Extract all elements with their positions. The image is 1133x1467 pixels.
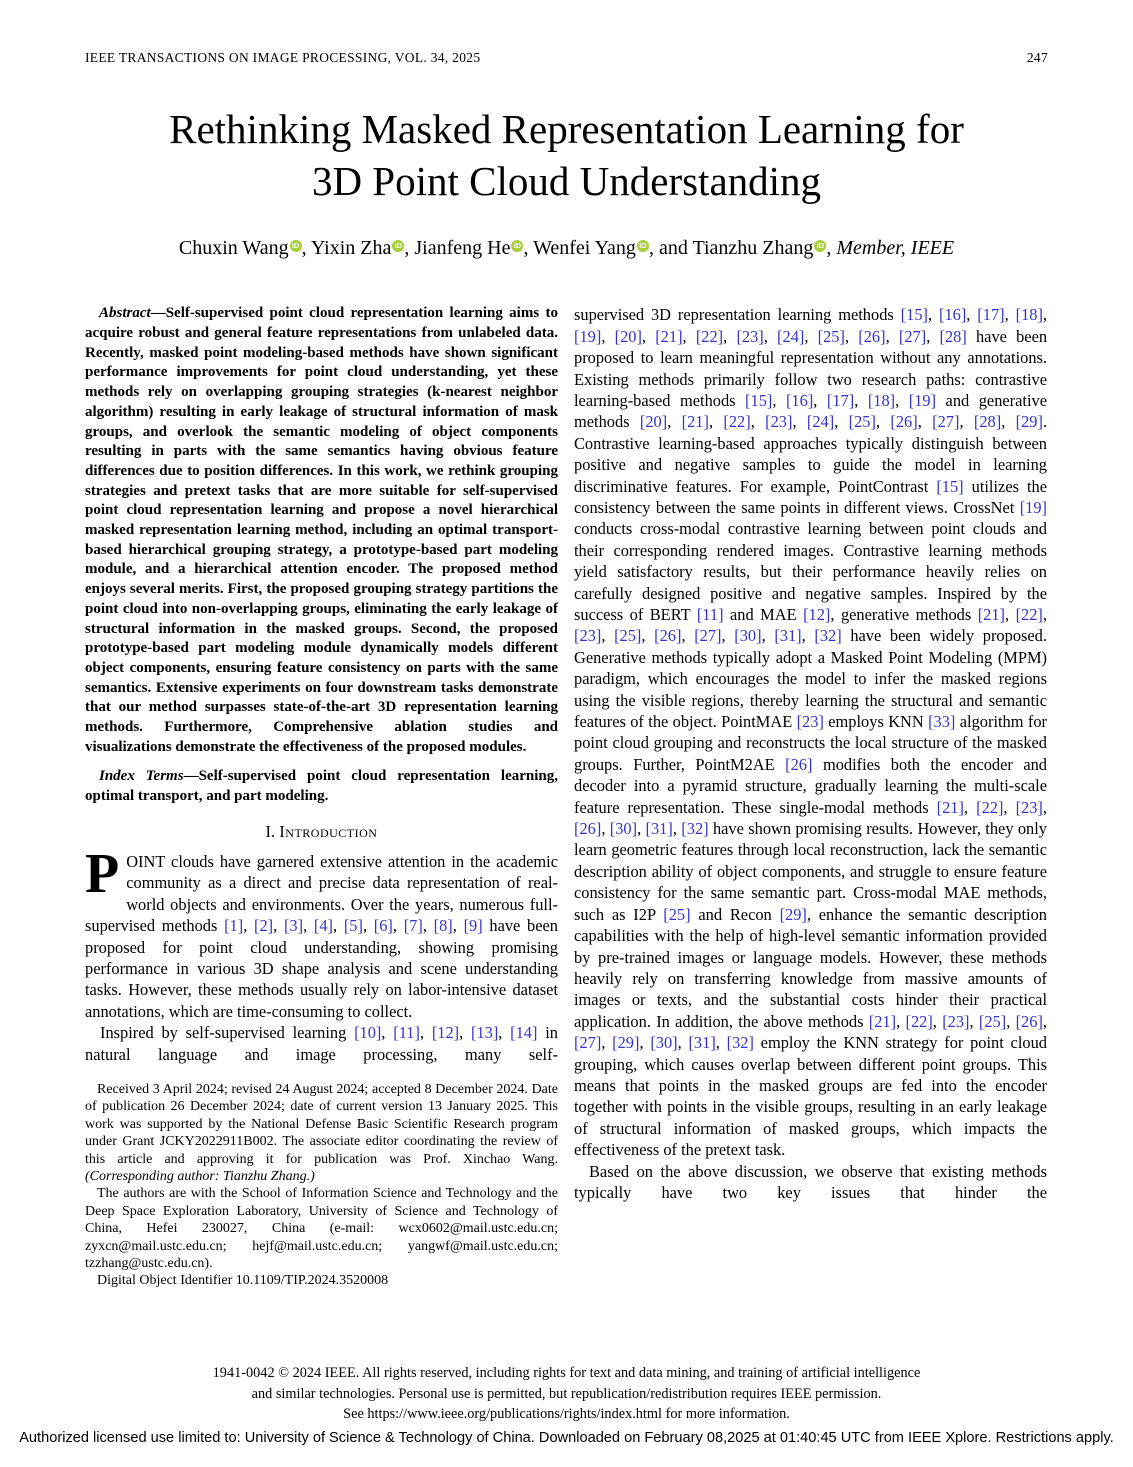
index-terms-dash: — <box>183 768 199 785</box>
citation-link[interactable]: [19] <box>1019 497 1047 517</box>
citation-link[interactable]: [26] <box>785 754 813 774</box>
citation-link[interactable]: [25] <box>817 326 845 346</box>
citation-link[interactable]: [19] <box>574 326 602 346</box>
abstract-text: Self-supervised point cloud representation learning aims to acquire robust and general feature representations from unlabeled data. Recently, masked point modeling-based methods have shown significant performance improvements for point cloud understanding, yet these methods rely on overlapping grouping strategies (k-nearest neighbor algorithm) resulting in early leakage of structural information of mask groups, and overlook the semantic modeling of object components resulting in parts with the same semantics having obvious feature differences due to position differences. In this work, we rethink grouping strategies and pretext tasks that are more suitable for self-supervised point cloud representation learning and propose a novel hierarchical masked representation learning method, including an optimal transport-based hierarchical grouping strategy, a prototype-based part modeling module, and a hierarchical attention encoder. The proposed method enjoys several merits. First, the proposed grouping strategy partitions the point cloud into non-overlapping groups, eliminating the early leakage of structural information in the masked groups. Second, the proposed prototype-based part modeling module dynamically models different object components, ensuring feature consistency on parts with the same semantics. Extensive experiments on four downstream tasks demonstrate that our method surpasses state-of-the-art 3D representation learning methods. Furthermore, Comprehensive ablation studies and visualizations demonstrate the effectiveness of the proposed modules. <box>85 305 558 755</box>
citation-link[interactable]: [28] <box>973 412 1002 432</box>
citation-link[interactable]: [11] <box>696 605 724 624</box>
citation-link[interactable]: [27] <box>932 412 960 432</box>
citation-link[interactable]: [31] <box>645 819 673 839</box>
citation-link[interactable]: [27] <box>898 326 927 346</box>
citation-link[interactable]: [7] <box>403 916 423 936</box>
orcid-icon[interactable]: iD <box>511 240 523 252</box>
journal-name: IEEE TRANSACTIONS ON IMAGE PROCESSING, VOL. 34, 2025 <box>85 50 481 65</box>
abstract-paragraph <box>85 304 558 757</box>
citation-link[interactable]: [18] <box>867 390 896 410</box>
corresponding-author-note: (Corresponding author: Tianzhu Zhang.) <box>85 1168 315 1184</box>
author-line <box>85 237 1048 260</box>
orcid-icon[interactable]: iD <box>814 240 826 252</box>
citation-link[interactable]: [19] <box>908 390 937 410</box>
orcid-icon[interactable]: iD <box>392 240 404 252</box>
citation-link[interactable]: [29] <box>612 1033 640 1053</box>
intro-paragraph-1-text: OINT clouds have garnered extensive attention in the academic community as a direct and precise data representation of real-world objects and environments. Over the years, numerous full-supervised methods [1], [2], [3], [4], [5], [6], [7], [8], [9] have been proposed for point cloud understanding, showing promising performance in various 3D shape analysis and scene understanding tasks. However, these methods usually rely on labor-intensive dataset annotations, which are time-consuming to collect. <box>85 851 558 1021</box>
citation-link[interactable]: [25] <box>663 904 691 924</box>
left-column <box>85 304 558 1290</box>
copyright-line-3: See https://www.ieee.org/publications/rights/index.html for more information. <box>343 1406 790 1422</box>
citation-link[interactable]: [23] <box>736 326 764 346</box>
citation-link[interactable]: [18] <box>1015 305 1043 325</box>
xplore-download-stamp: Authorized licensed use limited to: University of Science & Technology of China. Downloaded on February 08,2025 at 01:40:45 UTC from IEEE Xplore. Restrictions apply. <box>19 1429 1114 1446</box>
citation-link[interactable]: [32] <box>726 1033 754 1053</box>
citation-link[interactable]: [30] <box>650 1033 678 1053</box>
citation-link[interactable]: [16] <box>785 390 814 410</box>
citation-link[interactable]: [20] <box>614 326 642 346</box>
author-separator: , and <box>648 237 693 260</box>
citation-link[interactable]: [23] <box>1015 797 1043 817</box>
author-membership: Member, IEEE <box>836 237 955 260</box>
citation-link[interactable]: [22] <box>695 326 724 346</box>
citation-link[interactable]: [26] <box>654 626 682 646</box>
citation-link[interactable]: [21] <box>977 605 1005 624</box>
orcid-icon[interactable]: iD <box>637 240 649 252</box>
index-terms-paragraph <box>85 767 558 806</box>
citation-link[interactable]: [25] <box>614 626 642 646</box>
paper-title-line1: Rethinking Masked Representation Learning for <box>169 106 964 152</box>
author-separator: , <box>404 237 415 260</box>
citation-link[interactable]: [26] <box>858 326 886 346</box>
citation-link[interactable]: [23] <box>574 626 602 646</box>
citation-link[interactable]: [21] <box>681 412 709 432</box>
right-column <box>574 304 1047 1290</box>
citation-link[interactable]: [26] <box>1015 1011 1043 1031</box>
citation-link[interactable]: [3] <box>283 916 304 936</box>
citation-link[interactable]: [2] <box>254 916 274 936</box>
intro-paragraph-2: Inspired by self-supervised learning [10], [11], [12], [13], [14] in natural language and image processing, many self- <box>85 1023 558 1064</box>
body-paragraph-based-on: Based on the above discussion, we observe that existing methods typically have two key issues that hinder the <box>574 1161 1047 1202</box>
abstract-dash: — <box>150 305 166 322</box>
citation-link[interactable]: [21] <box>655 326 683 346</box>
citation-link[interactable]: [29] <box>779 904 807 924</box>
orcid-icon[interactable]: iD <box>290 240 302 252</box>
paper-title <box>85 104 1048 207</box>
copyright-line-1: 1941-0042 © 2024 IEEE. All rights reserved, including rights for text and data mining, and training of artificial intelligence <box>212 1365 921 1381</box>
citation-link[interactable]: [27] <box>694 626 722 646</box>
membership-separator: , <box>826 237 837 260</box>
citation-link[interactable]: [25] <box>848 412 876 432</box>
author-name: Chuxin Wang <box>178 237 289 260</box>
citation-link[interactable]: [10] <box>354 1023 382 1043</box>
two-column-body <box>85 304 1048 1290</box>
citation-link[interactable]: [30] <box>734 626 762 646</box>
abstract-label: Abstract <box>99 305 151 322</box>
citation-link[interactable]: [32] <box>814 626 842 646</box>
citation-link[interactable]: [32] <box>681 819 709 839</box>
author-name: Yixin Zha <box>310 237 392 260</box>
citation-link[interactable]: [16] <box>938 305 967 325</box>
citation-link[interactable]: [4] <box>313 916 333 936</box>
citation-link[interactable]: [9] <box>463 916 483 936</box>
citation-link[interactable]: [15] <box>936 476 964 496</box>
citation-link[interactable]: [31] <box>774 626 802 646</box>
citation-link[interactable]: [6] <box>373 916 393 936</box>
author-name: Tianzhu Zhang <box>692 237 814 260</box>
drop-cap: P <box>85 842 120 905</box>
citation-link[interactable]: [1] <box>224 916 244 936</box>
citation-link[interactable]: [24] <box>806 412 835 432</box>
page-number: 247 <box>1026 50 1048 65</box>
citation-link[interactable]: [33] <box>928 712 956 732</box>
citation-link[interactable]: [17] <box>977 305 1005 325</box>
citation-link[interactable]: [8] <box>433 916 453 936</box>
citation-link[interactable]: [12] <box>803 605 831 624</box>
citation-link[interactable]: [15] <box>900 305 928 325</box>
citation-link[interactable]: [23] <box>796 712 824 732</box>
citation-link[interactable]: [23] <box>942 1011 970 1031</box>
citation-link[interactable]: [13] <box>470 1023 499 1043</box>
citation-link[interactable]: [21] <box>936 797 964 817</box>
citation-link[interactable]: [15] <box>745 390 773 410</box>
citation-link[interactable]: [28] <box>939 326 967 346</box>
footnote-affiliation: The authors are with the School of Information Science and Technology and the Deep Space Exploration Laboratory, University of Science and Technology of China, Hefei 230027, China (e-mail: wcx0602@mail.ustc.edu.cn; zyxcn@mail.ustc.edu.cn; hejf@mail.ustc.edu.cn; yangwf@mail.ustc.edu.cn; tzzhang@ustc.edu.cn). <box>85 1186 558 1272</box>
body-paragraph-continuation: supervised 3D representation learning methods [15], [16], [17], [18], [19], [20], [21], [22], [23], [24], [25], [26], [27], [28] have been proposed to learn meaningful representation without any annotations. Existing methods primarily follow two research paths: contrastive learning-based methods [15], [16], [17], [18], [19] and generative methods [20], [21], [22], [23], [24], [25], [26], [27], [28], [29]. Contrastive learning-based approaches typically distinguish between positive and negative samples to guide the model in learning discriminative features. For example, PointContrast [15] utilizes the consistency between the same points in different views. CrossNet [19] conducts cross-modal contrastive learning between point clouds and their corresponding rendered images. Contrastive learning methods yield satisfactory results, but their performance heavily relies on carefully designed positive and negative samples. Inspired by the success of BERT [11] and MAE [12], generative methods [21], [22], [23], [25], [26], [27], [30], [31], [32] have been widely proposed. Generative methods typically adopt a Masked Point Modeling (MPM) paradigm, which encourages the model to infer the masked regions using the visible regions, thereby learning the structural and semantic features of the object. PointMAE [23] employs KNN [33] algorithm for point cloud grouping and reconstructs the local structure of the masked groups. Further, PointM2AE [26] modifies both the encoder and decoder into a pyramid structure, gradually learning the multi-scale feature representation. These single-modal methods [21], [22], [23], [26], [30], [31], [32] have shown promising results. However, they only learn geometric features through local reconstruction, lack the semantic description ability of object components, and struggle to ensure feature consistency for the same semantic part. Cross-modal MAE methods, such as I2P [25] and Recon [29], enhance the semantic description capabilities with the help of high-level semantic information provided by pre-trained images or language models. However, these methods heavily rely on transferring knowledge from massive amounts of images or texts, and the substantial costs hinder their practical application. In addition, the above methods [21], [22], [23], [25], [26], [27], [29], [30], [31], [32] employ the KNN strategy for point cloud grouping, which causes overlap between different point groups. This means that points in the masked groups are fed into the encoder together with points in the visible groups, resulting in an early leakage of structural information of masked groups, which impacts the effectiveness of the pretext task. <box>574 305 1048 1160</box>
citation-link[interactable]: [5] <box>343 916 363 936</box>
citation-link[interactable]: [22] <box>976 797 1004 817</box>
citation-link[interactable]: [22] <box>905 1011 933 1031</box>
index-terms-text: Self-supervised point cloud representation learning, optimal transport, and part modeling. <box>85 768 558 805</box>
author-separator: , <box>301 237 311 260</box>
section-number: I. <box>265 821 276 841</box>
author-name: Jianfeng He <box>414 237 511 260</box>
citation-link[interactable]: [26] <box>574 819 602 839</box>
footnote-received <box>85 1081 558 1185</box>
citation-link[interactable]: [21] <box>868 1011 897 1031</box>
index-terms-label: Index Terms <box>99 768 184 785</box>
citation-link[interactable]: [12] <box>431 1023 460 1043</box>
section-heading <box>85 822 558 842</box>
citation-link[interactable]: [29] <box>1015 412 1043 432</box>
citation-link[interactable]: [31] <box>688 1033 716 1053</box>
citation-link[interactable]: [17] <box>826 390 855 410</box>
paper-title-line2: 3D Point Cloud Understanding <box>311 157 822 204</box>
copyright-line-2: and similar technologies. Personal use is permitted, but republication/redistribution requires IEEE permission. <box>251 1385 882 1402</box>
page-footer <box>0 1363 1133 1446</box>
citation-link[interactable]: [22] <box>1015 605 1043 624</box>
footnote-doi: Digital Object Identifier 10.1109/TIP.2024.3520008 <box>97 1273 389 1289</box>
author-separator: , <box>523 237 534 260</box>
section-title: Introduction <box>279 821 378 841</box>
running-header <box>85 50 1048 66</box>
footnote-received-text: Received 3 April 2024; revised 24 August 2024; accepted 8 December 2024. Date of publication 26 December 2024; date of current version 13 January 2025. This work was supported by the National Defense Basic Scientific Research program under Grant JCKY2022911B002. The associate editor coordinating the review of this article and approving it for publication was Prof. Xinchao Wang. <box>85 1081 558 1167</box>
citation-link[interactable]: [27] <box>574 1033 602 1053</box>
citation-link[interactable]: [24] <box>777 326 805 346</box>
citation-link[interactable]: [11] <box>393 1023 420 1043</box>
citation-link[interactable]: [30] <box>609 819 638 839</box>
footnote-block <box>85 1081 558 1290</box>
author-name: Wenfei Yang <box>533 237 636 260</box>
intro-paragraph-1 <box>85 842 558 1022</box>
citation-link[interactable]: [14] <box>510 1023 538 1043</box>
citation-link[interactable]: [26] <box>890 412 918 432</box>
citation-link[interactable]: [22] <box>723 412 751 432</box>
citation-link[interactable]: [25] <box>978 1011 1007 1031</box>
citation-link[interactable]: [20] <box>639 412 668 432</box>
citation-link[interactable]: [23] <box>765 412 793 432</box>
